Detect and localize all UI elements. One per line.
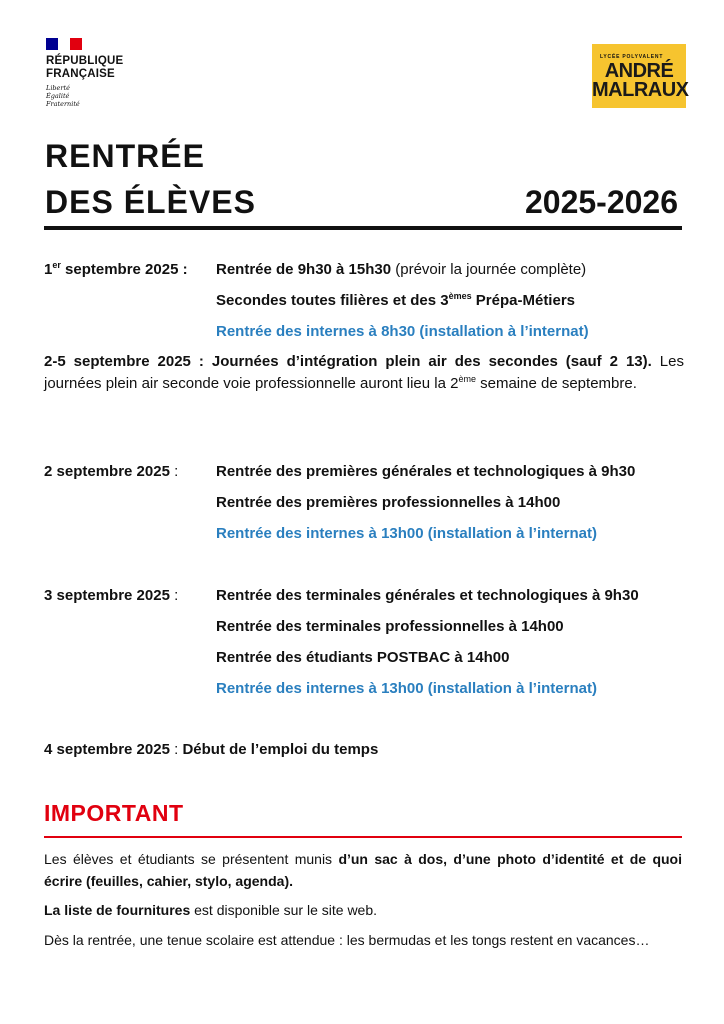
title-divider: [44, 226, 682, 230]
important-divider: [44, 836, 682, 838]
school-logo: [592, 44, 689, 108]
french-flag-icon: [46, 38, 82, 50]
sep3-row2: [44, 611, 684, 642]
sep3-line2: Rentrée des terminales professionnelles à 14h00: [216, 618, 564, 635]
sep2-line3: Rentrée des internes à 13h00 (installation à l’internat): [216, 525, 597, 542]
logo-text-andre: ANDRÉ: [604, 60, 674, 82]
important-heading: IMPORTANT: [44, 800, 184, 826]
important-para2: La liste de fournitures est disponible sur le site web.: [44, 902, 378, 918]
sep2-line1: Rentrée des premières générales et technologiques à 9h30: [216, 463, 636, 480]
logo-text-malraux: MALRAUX: [592, 79, 689, 101]
sep1-row1: [44, 254, 684, 285]
sep2-line2: Rentrée des premières professionnelles à 14h00: [216, 494, 561, 511]
page-title-line2: DES ÉLÈVES: [45, 184, 256, 220]
sep1-row2: [44, 285, 684, 316]
sep3-row3: [44, 642, 684, 673]
sep2-label: 2 septembre 2025 :: [44, 463, 179, 480]
sep3-label: 3 septembre 2025 :: [44, 587, 179, 604]
section-sep2-5: 2-5 septembre 2025 : Journées d’intégration plein air des secondes (sauf 2 13). Les journées plein air seconde voie professionnelle auront lieu la 2ème semaine de septembre.: [44, 353, 684, 392]
sep1-line1: Rentrée de 9h30 à 15h30 (prévoir la journée complète): [216, 261, 587, 278]
sep3-line1: Rentrée des terminales générales et technologiques à 9h30: [216, 587, 639, 604]
republique-francaise-block: [46, 38, 166, 108]
section-sep2: [44, 456, 684, 549]
sep2-row3: [44, 518, 684, 549]
section-sep1: [44, 254, 684, 347]
gov-motto: Liberté Égalité Fraternité: [46, 84, 80, 108]
sep1-line2: Secondes toutes filières et des 3èmes Prépa-Métiers: [216, 291, 575, 309]
sep3-line3: Rentrée des étudiants POSTBAC à 14h00: [216, 649, 510, 666]
page-title-line1: RENTRÉE: [45, 138, 205, 174]
important-para3: Dès la rentrée, une tenue scolaire est attendue : les bermudas et les tongs restent en vacances…: [44, 932, 650, 948]
sep1-row3: [44, 316, 684, 347]
important-para1: Les élèves et étudiants se présentent munis d’un sac à dos, d’une photo d’identité et de quoi écrire (feuilles, cahier, stylo, agenda).: [44, 851, 682, 889]
school-year: 2025-2026: [524, 184, 678, 220]
sep3-line4: Rentrée des internes à 13h00 (installation à l’internat): [216, 680, 597, 697]
sep3-row4: [44, 673, 684, 704]
sep1-line3: Rentrée des internes à 8h30 (installation à l’internat): [216, 323, 589, 340]
section-sep4: 4 septembre 2025 : Début de l’emploi du temps: [44, 741, 379, 758]
logo-small-text: LYCÉE POLYVALENT: [600, 54, 664, 60]
sep1-label: 1er septembre 2025 :: [44, 260, 188, 278]
sep2-row2: [44, 487, 684, 518]
sep2-row1: [44, 456, 684, 487]
sep3-row1: [44, 580, 684, 611]
section-sep3: [44, 580, 684, 704]
gov-name: RÉPUBLIQUE FRANÇAISE: [46, 55, 124, 80]
